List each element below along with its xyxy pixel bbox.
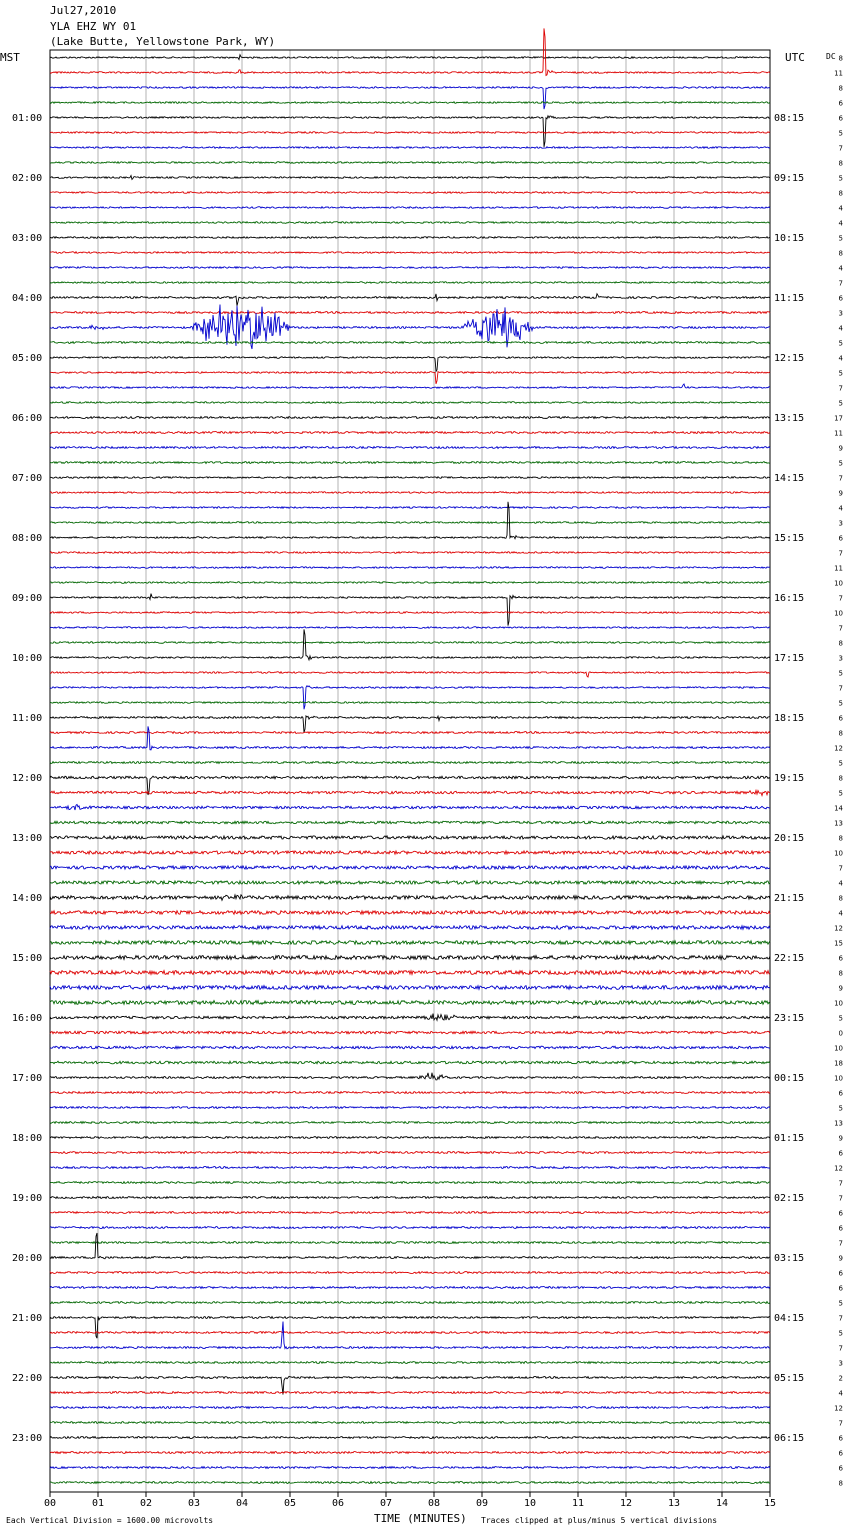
- dc-offset-label: 6: [838, 1089, 843, 1098]
- seismic-trace: [50, 1167, 770, 1169]
- utc-hour-label: 08:15: [774, 113, 805, 124]
- x-tick-label: 12: [619, 1498, 633, 1509]
- seismic-trace: [50, 672, 770, 677]
- dc-offset-label: 4: [838, 264, 843, 273]
- seismic-trace: [50, 1092, 770, 1094]
- seismic-trace: [50, 432, 770, 434]
- dc-offset-label: 6: [838, 1224, 843, 1233]
- location-label: (Lake Butte, Yellowstone Park, WY): [50, 35, 276, 48]
- seismic-trace: [50, 612, 770, 614]
- dc-offset-label: 6: [838, 954, 843, 963]
- plot-frame: [50, 50, 770, 1492]
- dc-offset-label: 8: [838, 249, 843, 258]
- utc-hour-label: 13:15: [774, 413, 805, 424]
- utc-hour-label: 02:15: [774, 1193, 805, 1204]
- dc-offset-label: 4: [838, 1389, 843, 1398]
- dc-offset-label: 8: [838, 639, 843, 648]
- seismic-trace: [50, 1272, 770, 1274]
- dc-offset-label: 8: [838, 774, 843, 783]
- seismic-trace: [50, 176, 770, 180]
- mst-hour-label: 04:00: [12, 293, 43, 304]
- dc-offset-label: 5: [838, 1104, 843, 1113]
- seismic-trace: [50, 1322, 770, 1349]
- seismic-trace: [50, 417, 770, 419]
- dc-offset-label: 5: [838, 129, 843, 138]
- x-tick-label: 11: [571, 1498, 585, 1509]
- mst-hour-label: 23:00: [12, 1433, 43, 1444]
- dc-offset-label: 8: [838, 969, 843, 978]
- utc-hour-label: 00:15: [774, 1073, 805, 1084]
- dc-offset-label: 7: [838, 1419, 843, 1428]
- seismic-trace: [50, 402, 770, 404]
- dc-offset-label: 7: [838, 549, 843, 558]
- seismic-trace: [50, 821, 770, 824]
- seismic-trace: [50, 492, 770, 494]
- dc-offset-label: 18: [834, 1059, 843, 1068]
- utc-hour-label: 11:15: [774, 293, 805, 304]
- utc-hour-label: 17:15: [774, 653, 805, 664]
- seismic-trace: [50, 627, 770, 629]
- dc-offset-label: 5: [838, 399, 843, 408]
- utc-hour-label: 10:15: [774, 233, 805, 244]
- dc-offset-label: 7: [838, 1344, 843, 1353]
- seismic-trace: [50, 1107, 770, 1109]
- dc-offset-label: 10: [834, 1044, 843, 1053]
- utc-hour-label: 01:15: [774, 1133, 805, 1144]
- x-tick-label: 09: [475, 1498, 489, 1509]
- seismic-trace: [50, 726, 770, 749]
- dc-offset-label: 4: [838, 504, 843, 513]
- seismic-trace: [50, 1046, 770, 1049]
- seismic-trace: [50, 222, 770, 224]
- seismic-trace: [50, 941, 770, 945]
- seismic-trace: [50, 1122, 770, 1124]
- mst-hour-label: 20:00: [12, 1253, 43, 1264]
- seismic-trace: [50, 642, 770, 644]
- utc-hour-label: 18:15: [774, 713, 805, 724]
- dc-offset-label: 6: [838, 1464, 843, 1473]
- seismic-trace: [50, 1031, 770, 1034]
- dc-offset-label: 7: [838, 624, 843, 633]
- mst-hour-label: 16:00: [12, 1013, 43, 1024]
- seismic-trace: [50, 1376, 770, 1394]
- dc-offset-label: 8: [838, 834, 843, 843]
- mst-hour-label: 05:00: [12, 353, 43, 364]
- x-tick-label: 08: [427, 1498, 441, 1509]
- utc-hour-label: 20:15: [774, 833, 805, 844]
- dc-offset-label: 10: [834, 1074, 843, 1083]
- mst-hour-label: 13:00: [12, 833, 43, 844]
- seismic-trace: [50, 372, 770, 384]
- right-timezone-label: UTC: [785, 51, 805, 64]
- seismic-trace: [50, 1482, 770, 1484]
- dc-offset-label: 2: [838, 1374, 843, 1383]
- seismic-trace: [50, 1407, 770, 1409]
- dc-offset-label: 8: [838, 1479, 843, 1488]
- dc-offset-label: 4: [838, 324, 843, 333]
- dc-offset-label: 10: [834, 609, 843, 618]
- dc-offset-label: 5: [838, 1014, 843, 1023]
- dc-offset-label: 12: [834, 744, 843, 753]
- seismic-trace: [50, 702, 770, 704]
- dc-offset-label: 3: [838, 519, 843, 528]
- seismic-trace: [50, 1014, 770, 1021]
- seismic-trace: [50, 102, 770, 104]
- dc-offset-label: 8: [838, 84, 843, 93]
- seismic-trace: [50, 1452, 770, 1454]
- dc-offset-label: 6: [838, 534, 843, 543]
- seismic-trace: [50, 28, 770, 75]
- dc-offset-label: 6: [838, 1449, 843, 1458]
- dc-offset-label: 10: [834, 999, 843, 1008]
- dc-offset-label: 9: [838, 984, 843, 993]
- seismic-trace: [50, 1197, 770, 1199]
- seismic-trace: [50, 552, 770, 554]
- dc-offset-label: 7: [838, 1194, 843, 1203]
- x-axis-title: TIME (MINUTES): [374, 1512, 467, 1525]
- mst-hour-label: 17:00: [12, 1073, 43, 1084]
- dc-offset-label: 15: [834, 939, 843, 948]
- seismic-trace: [50, 836, 770, 839]
- seismic-trace: [50, 147, 770, 149]
- dc-offset-label: 6: [838, 294, 843, 303]
- x-tick-label: 04: [235, 1498, 249, 1509]
- x-tick-label: 00: [43, 1498, 57, 1509]
- utc-hour-label: 05:15: [774, 1373, 805, 1384]
- dc-offset-label: 8: [838, 159, 843, 168]
- seismic-trace: [50, 1467, 770, 1469]
- seismic-trace: [50, 1137, 770, 1139]
- seismic-trace: [50, 582, 770, 584]
- seismic-trace: [50, 1061, 770, 1064]
- dc-offset-label: 7: [838, 279, 843, 288]
- seismic-trace: [50, 881, 770, 884]
- mst-hour-label: 22:00: [12, 1373, 43, 1384]
- dc-offset-label: 7: [838, 864, 843, 873]
- dc-offset-label: 7: [838, 594, 843, 603]
- dc-offset-label: 7: [838, 1179, 843, 1188]
- seismic-trace: [50, 1392, 770, 1394]
- date-label: Jul27,2010: [50, 4, 117, 17]
- dc-offset-label: 9: [838, 1134, 843, 1143]
- dc-offset-label: 5: [838, 759, 843, 768]
- utc-hour-label: 19:15: [774, 773, 805, 784]
- dc-offset-label: 5: [838, 1299, 843, 1308]
- dc-offset-label: 7: [838, 144, 843, 153]
- x-tick-label: 03: [187, 1498, 201, 1509]
- seismic-trace: [50, 1302, 770, 1304]
- seismic-trace: [50, 294, 770, 306]
- seismic-trace: [50, 1437, 770, 1439]
- dc-offset-label: 6: [838, 99, 843, 108]
- mst-hour-label: 11:00: [12, 713, 43, 724]
- dc-offset-label: 10: [834, 849, 843, 858]
- dc-offset-label: 9: [838, 1254, 843, 1263]
- x-tick-label: 10: [523, 1498, 537, 1509]
- dc-offset-label: 12: [834, 1164, 843, 1173]
- dc-offset-label: 7: [838, 384, 843, 393]
- seismic-trace: [50, 282, 770, 284]
- mst-hour-label: 18:00: [12, 1133, 43, 1144]
- dc-offset-label: 5: [838, 339, 843, 348]
- dc-offset-label: 7: [838, 684, 843, 693]
- mst-hour-label: 12:00: [12, 773, 43, 784]
- seismic-trace: [50, 866, 770, 869]
- dc-offset-label: 8: [838, 729, 843, 738]
- dc-offset-label: 9: [838, 444, 843, 453]
- dc-offset-label: 6: [838, 714, 843, 723]
- utc-hour-label: 04:15: [774, 1313, 805, 1324]
- mst-hour-label: 10:00: [12, 653, 43, 664]
- seismic-trace: [50, 342, 770, 344]
- utc-hour-label: 23:15: [774, 1013, 805, 1024]
- dc-offset-label: 5: [838, 459, 843, 468]
- seismic-trace: [50, 1316, 770, 1338]
- utc-hour-label: 14:15: [774, 473, 805, 484]
- dc-offset-label: 4: [838, 909, 843, 918]
- station-label: YLA EHZ WY 01: [50, 20, 137, 33]
- dc-offset-label: 4: [838, 354, 843, 363]
- seismic-trace: [50, 55, 770, 60]
- mst-hour-label: 01:00: [12, 113, 43, 124]
- dc-offset-label: 5: [838, 234, 843, 243]
- dc-offset-label: 4: [838, 879, 843, 888]
- seismic-trace: [50, 956, 770, 960]
- seismic-trace: [50, 192, 770, 194]
- seismic-trace: [50, 312, 770, 314]
- utc-hour-label: 03:15: [774, 1253, 805, 1264]
- dc-offset-label: 3: [838, 1359, 843, 1368]
- dc-offset-label: 6: [838, 114, 843, 123]
- utc-hour-label: 12:15: [774, 353, 805, 364]
- seismic-trace: [50, 477, 770, 479]
- seismic-trace: [50, 895, 770, 900]
- seismic-trace: [50, 1362, 770, 1364]
- seismic-trace: [50, 1073, 770, 1080]
- mst-hour-label: 21:00: [12, 1313, 43, 1324]
- seismic-trace: [50, 1332, 770, 1334]
- seismic-trace: [50, 1227, 770, 1229]
- x-tick-label: 07: [379, 1498, 393, 1509]
- dc-offset-label: 12: [834, 1404, 843, 1413]
- mst-hour-label: 06:00: [12, 413, 43, 424]
- seismic-trace: [50, 1212, 770, 1214]
- seismic-trace: [50, 926, 770, 930]
- utc-hour-label: 21:15: [774, 893, 805, 904]
- seismic-trace: [50, 1287, 770, 1289]
- seismic-trace: [50, 911, 770, 915]
- seismic-trace: [50, 162, 770, 164]
- seismic-trace: [50, 447, 770, 449]
- dc-offset-label: 13: [834, 1119, 843, 1128]
- seismic-trace: [50, 629, 770, 660]
- dc-offset-label: 7: [838, 1239, 843, 1248]
- scale-note: Each Vertical Division = 1600.00 microvolts: [6, 1516, 214, 1525]
- dc-offset-label: 5: [838, 699, 843, 708]
- seismic-trace: [50, 252, 770, 254]
- dc-offset-label: 11: [834, 564, 843, 573]
- dc-offset-label: 13: [834, 819, 843, 828]
- seismic-trace: [50, 507, 770, 509]
- seismic-trace: [50, 804, 770, 810]
- seismic-trace: [50, 522, 770, 524]
- dc-offset-label: 11: [834, 69, 843, 78]
- dc-offset-label: 0: [838, 1029, 843, 1038]
- mst-hour-label: 15:00: [12, 953, 43, 964]
- dc-offset-label: 6: [838, 1434, 843, 1443]
- x-tick-label: 15: [763, 1498, 777, 1509]
- dc-offset-label: 5: [838, 1329, 843, 1338]
- dc-offset-label: 9: [838, 489, 843, 498]
- utc-hour-label: 16:15: [774, 593, 805, 604]
- dc-offset-label: 6: [838, 1284, 843, 1293]
- dc-offset-label: 4: [838, 219, 843, 228]
- dc-offset-label: 5: [838, 369, 843, 378]
- seismic-trace: [50, 790, 770, 795]
- dc-offset-label: 7: [838, 474, 843, 483]
- dc-offset-label: 12: [834, 924, 843, 933]
- seismic-trace: [50, 1001, 770, 1005]
- seismic-trace: [50, 1182, 770, 1184]
- seismic-trace: [50, 762, 770, 764]
- dc-offset-label: 5: [838, 669, 843, 678]
- seismic-trace: [50, 686, 770, 710]
- dc-offset-label: 7: [838, 1314, 843, 1323]
- dc-header-label: DC: [826, 52, 836, 61]
- seismic-trace: [50, 1233, 770, 1259]
- seismic-trace: [50, 594, 770, 626]
- dc-offset-label: 8: [838, 189, 843, 198]
- seismic-trace: [50, 1242, 770, 1244]
- dc-offset-label: 6: [838, 1269, 843, 1278]
- seismic-trace: [50, 1422, 770, 1424]
- left-timezone-label: MST: [0, 51, 20, 64]
- dc-offset-label: 11: [834, 429, 843, 438]
- dc-offset-label: 6: [838, 1209, 843, 1218]
- x-tick-label: 13: [667, 1498, 681, 1509]
- seismic-trace: [50, 462, 770, 464]
- utc-hour-label: 06:15: [774, 1433, 805, 1444]
- dc-offset-label: 4: [838, 204, 843, 213]
- dc-offset-label: 8: [838, 894, 843, 903]
- seismic-trace: [50, 237, 770, 239]
- dc-offset-label: 5: [838, 789, 843, 798]
- mst-hour-label: 02:00: [12, 173, 43, 184]
- utc-hour-label: 15:15: [774, 533, 805, 544]
- dc-offset-label: 8: [838, 54, 843, 63]
- clip-note: Traces clipped at plus/minus 5 vertical divisions: [481, 1516, 718, 1525]
- utc-hour-label: 09:15: [774, 173, 805, 184]
- dc-offset-label: 3: [838, 654, 843, 663]
- dc-offset-label: 14: [834, 804, 843, 813]
- mst-hour-label: 07:00: [12, 473, 43, 484]
- seismic-trace: [50, 732, 770, 734]
- seismic-trace: [50, 87, 770, 109]
- mst-hour-label: 14:00: [12, 893, 43, 904]
- seismic-trace: [50, 986, 770, 990]
- dc-offset-label: 17: [834, 414, 843, 423]
- x-tick-label: 02: [139, 1498, 153, 1509]
- x-tick-label: 14: [715, 1498, 729, 1509]
- seismic-trace: [50, 1152, 770, 1154]
- seismic-trace: [50, 851, 770, 854]
- x-tick-label: 01: [91, 1498, 105, 1509]
- seismic-trace: [50, 207, 770, 209]
- seismic-trace: [50, 567, 770, 569]
- x-tick-label: 05: [283, 1498, 297, 1509]
- mst-hour-label: 03:00: [12, 233, 43, 244]
- mst-hour-label: 19:00: [12, 1193, 43, 1204]
- seismic-trace: [50, 716, 770, 733]
- seismic-trace: [50, 971, 770, 975]
- x-tick-label: 06: [331, 1498, 345, 1509]
- seismic-trace: [50, 357, 770, 372]
- dc-offset-label: 3: [838, 309, 843, 318]
- mst-hour-label: 08:00: [12, 533, 43, 544]
- mst-hour-label: 09:00: [12, 593, 43, 604]
- dc-offset-label: 10: [834, 579, 843, 588]
- utc-hour-label: 22:15: [774, 953, 805, 964]
- seismic-trace: [50, 384, 770, 388]
- seismic-trace: [50, 267, 770, 269]
- dc-offset-label: 6: [838, 1149, 843, 1158]
- seismic-trace: [50, 132, 770, 134]
- dc-offset-label: 5: [838, 174, 843, 183]
